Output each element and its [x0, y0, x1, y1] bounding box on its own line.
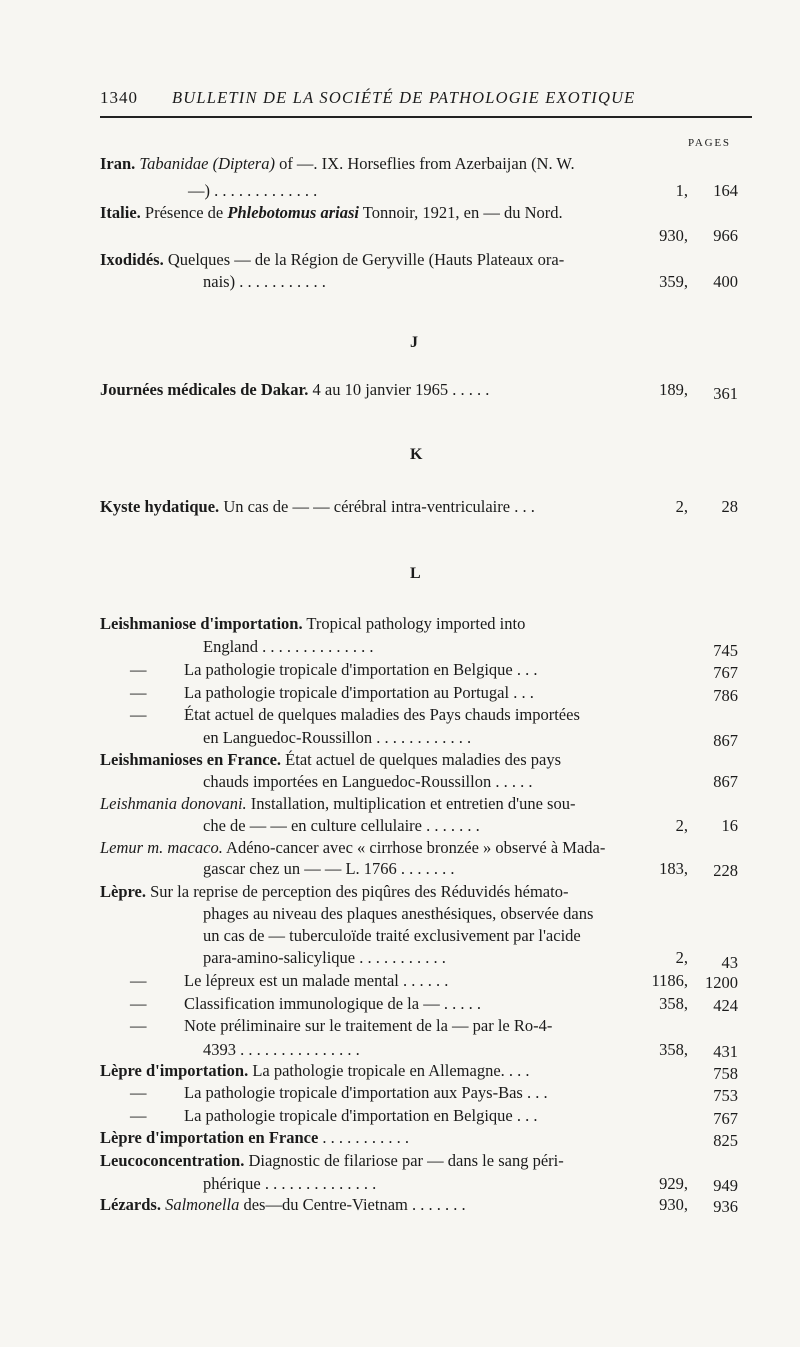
entry-lezards — [100, 1195, 466, 1215]
page-ref-first: 929, — [659, 1174, 688, 1193]
section-letter-l: L — [410, 565, 421, 582]
page-ref-second: 767 — [713, 663, 738, 682]
page-ref-first: 358, — [659, 994, 688, 1013]
entry-text: Sur la reprise de perception des piqûres des Réduvidés hémato- — [145, 882, 569, 901]
entry-continuation: nais) . . . . . . . . . . . — [203, 272, 326, 291]
entry-italie — [100, 203, 563, 223]
sub-entry: Classification immunologique de la — . . . . . — [184, 994, 481, 1013]
entry-dakar — [100, 380, 489, 400]
page-ref-second: 949 — [713, 1176, 738, 1195]
page-ref-first: 183, — [659, 859, 688, 878]
entry-leishmania-donovani — [100, 794, 575, 814]
page-ref-second: 867 — [713, 772, 738, 791]
page-ref-first: 1186, — [651, 971, 688, 990]
section-letter-j: J — [410, 334, 418, 351]
repeat-dash: — — [130, 971, 147, 990]
entry-leucoconcentration — [100, 1151, 564, 1171]
page-ref-first: 189, — [659, 380, 688, 399]
entry-leishmaniose-importation — [100, 614, 525, 634]
page-ref-second: 758 — [713, 1064, 738, 1083]
entry-continuation: phérique . . . . . . . . . . . . . . — [203, 1174, 377, 1193]
sub-entry: La pathologie tropicale d'importation aux Pays-Bas . . . — [184, 1083, 548, 1102]
entry-text: État actuel de quelques maladies des pays — [281, 750, 561, 769]
sub-entry: Le lépreux est un malade mental . . . . . . — [184, 971, 449, 990]
entry-leishmanioses-france — [100, 750, 561, 770]
entry-continuation: phages au niveau des plaques anesthésiques, observée dans — [203, 904, 594, 923]
repeat-dash: — — [130, 683, 147, 702]
entry-text: 4 au 10 janvier 1965 . . . . . — [308, 380, 490, 399]
entry-iran — [100, 154, 575, 174]
header-rule — [100, 116, 752, 118]
sub-entry: Note préliminaire sur le traitement de la — par le Ro-4- — [184, 1016, 553, 1035]
page-ref-first: 359, — [659, 272, 688, 291]
page-ref-second: 431 — [713, 1042, 738, 1061]
entry-continuation: 4393 . . . . . . . . . . . . . . . — [203, 1040, 360, 1059]
page-ref-first: 2, — [675, 497, 688, 516]
page-ref-second: 361 — [713, 384, 738, 403]
entry-heading: Lèpre. — [100, 882, 146, 901]
page-ref-first: 930, — [659, 1195, 688, 1214]
entry-heading: Leishmaniose d'importation. — [100, 614, 303, 633]
entry-heading: Iran. — [100, 154, 136, 173]
entry-text: La pathologie tropicale en Allemagne. . . . — [248, 1061, 530, 1080]
entry-text: of —. IX. Horseflies from Azerbaijan (N. W. — [274, 154, 575, 173]
page-ref-second: 825 — [713, 1131, 738, 1150]
entry-heading: Italie. — [100, 203, 141, 222]
page-ref-second: 786 — [713, 686, 738, 705]
entry-text: Adéno-cancer avec « cirrhose bronzée » observé à Mada- — [222, 838, 606, 857]
entry-italic: Salmonella — [160, 1195, 240, 1214]
entry-continuation: England . . . . . . . . . . . . . . — [203, 637, 374, 656]
page-number: 1340 — [100, 88, 138, 107]
entry-text: Présence de — [140, 203, 228, 222]
page-ref-second: 753 — [713, 1086, 738, 1105]
page-ref-second: 867 — [713, 731, 738, 750]
entry-ixodides — [100, 250, 564, 270]
entry-heading: Leishmanioses en France. — [100, 750, 282, 769]
repeat-dash: — — [130, 1106, 147, 1125]
entry-text: Un cas de — — cérébral intra-ventriculaire . . . — [219, 497, 535, 516]
page-ref-second: 28 — [721, 497, 738, 516]
page-ref-first: 1, — [675, 181, 688, 200]
entry-lepre-importation-france — [100, 1128, 409, 1148]
entry-heading: Lemur m. macaco. — [100, 838, 223, 857]
page-ref-second: 936 — [713, 1197, 738, 1216]
entry-continuation: en Languedoc-Roussillon . . . . . . . . . . . . — [203, 728, 472, 747]
running-title: BULLETIN DE LA SOCIÉTÉ DE PATHOLOGIE EXOTIQUE — [172, 88, 636, 107]
repeat-dash: — — [130, 1016, 147, 1035]
repeat-dash: — — [130, 994, 147, 1013]
page-ref-second: 1200 — [705, 973, 738, 992]
page-ref-second: 164 — [713, 181, 738, 200]
sub-entry: La pathologie tropicale d'importation au Portugal . . . — [184, 683, 534, 702]
entry-continuation: un cas de — tuberculoïde traité exclusivement par l'acide — [203, 926, 581, 945]
page-ref-second: 745 — [713, 641, 738, 660]
entry-text: Quelques — de la Région de Geryville (Hauts Plateaux ora- — [163, 250, 565, 269]
page-ref-second: 767 — [713, 1109, 738, 1128]
page-ref-first: 2, — [675, 816, 688, 835]
repeat-dash: — — [130, 660, 147, 679]
pages-column-label: PAGES — [688, 137, 731, 149]
entry-italic: Phlebotomus ariasi — [227, 203, 359, 222]
entry-continuation: para-amino-salicylique . . . . . . . . . . . — [203, 948, 446, 967]
entry-heading: Kyste hydatique. — [100, 497, 220, 516]
page-ref-second: 400 — [713, 272, 738, 291]
entry-lemur — [100, 838, 605, 858]
page-ref-second: 16 — [721, 816, 738, 835]
entry-text: Diagnostic de filariose par — dans le sang péri- — [244, 1151, 564, 1170]
entry-text: Tropical pathology imported into — [302, 614, 526, 633]
entry-continuation: —) . . . . . . . . . . . . . — [188, 181, 318, 200]
page-ref-first: 2, — [675, 948, 688, 967]
entry-lepre — [100, 882, 568, 902]
repeat-dash: — — [130, 1083, 147, 1102]
page-ref-second: 424 — [713, 996, 738, 1015]
entry-italic: Tabanidae (Diptera) — [139, 154, 275, 173]
entry-heading: Lèpre d'importation. — [100, 1061, 249, 1080]
entry-heading: Ixodidés. — [100, 250, 164, 269]
entry-heading: Leishmania donovani. — [100, 794, 247, 813]
sub-entry: La pathologie tropicale d'importation en Belgique . . . — [184, 660, 538, 679]
page-ref-first: 358, — [659, 1040, 688, 1059]
page-ref-second: 228 — [713, 861, 738, 880]
sub-entry: État actuel de quelques maladies des Pays chauds importées — [184, 705, 580, 724]
page-ref-second: 43 — [721, 953, 738, 972]
entry-continuation: chauds importées en Languedoc-Roussillon . . . . . — [203, 772, 533, 791]
entry-text: des—du Centre-Vietnam . . . . . . . — [239, 1195, 466, 1214]
entry-heading: Journées médicales de Dakar. — [100, 380, 309, 399]
entry-text: Installation, multiplication et entretien d'une sou- — [246, 794, 576, 813]
entry-kyste — [100, 497, 535, 517]
entry-continuation: che de — — en culture cellulaire . . . . . . . — [203, 816, 480, 835]
repeat-dash: — — [130, 705, 147, 724]
page-ref-first: 930, — [659, 226, 688, 245]
entry-heading: Lèpre d'importation en France — [100, 1128, 319, 1147]
entry-text: . . . . . . . . . . . — [318, 1128, 410, 1147]
sub-entry: La pathologie tropicale d'importation en Belgique . . . — [184, 1106, 538, 1125]
entry-heading: Leucoconcentration. — [100, 1151, 245, 1170]
entry-text: Tonnoir, 1921, en — du Nord. — [358, 203, 563, 222]
entry-continuation: gascar chez un — — L. 1766 . . . . . . . — [203, 859, 455, 878]
page-ref-second: 966 — [713, 226, 738, 245]
section-letter-k: K — [410, 446, 423, 463]
entry-lepre-importation — [100, 1061, 530, 1081]
entry-heading: Lézards. — [100, 1195, 161, 1214]
